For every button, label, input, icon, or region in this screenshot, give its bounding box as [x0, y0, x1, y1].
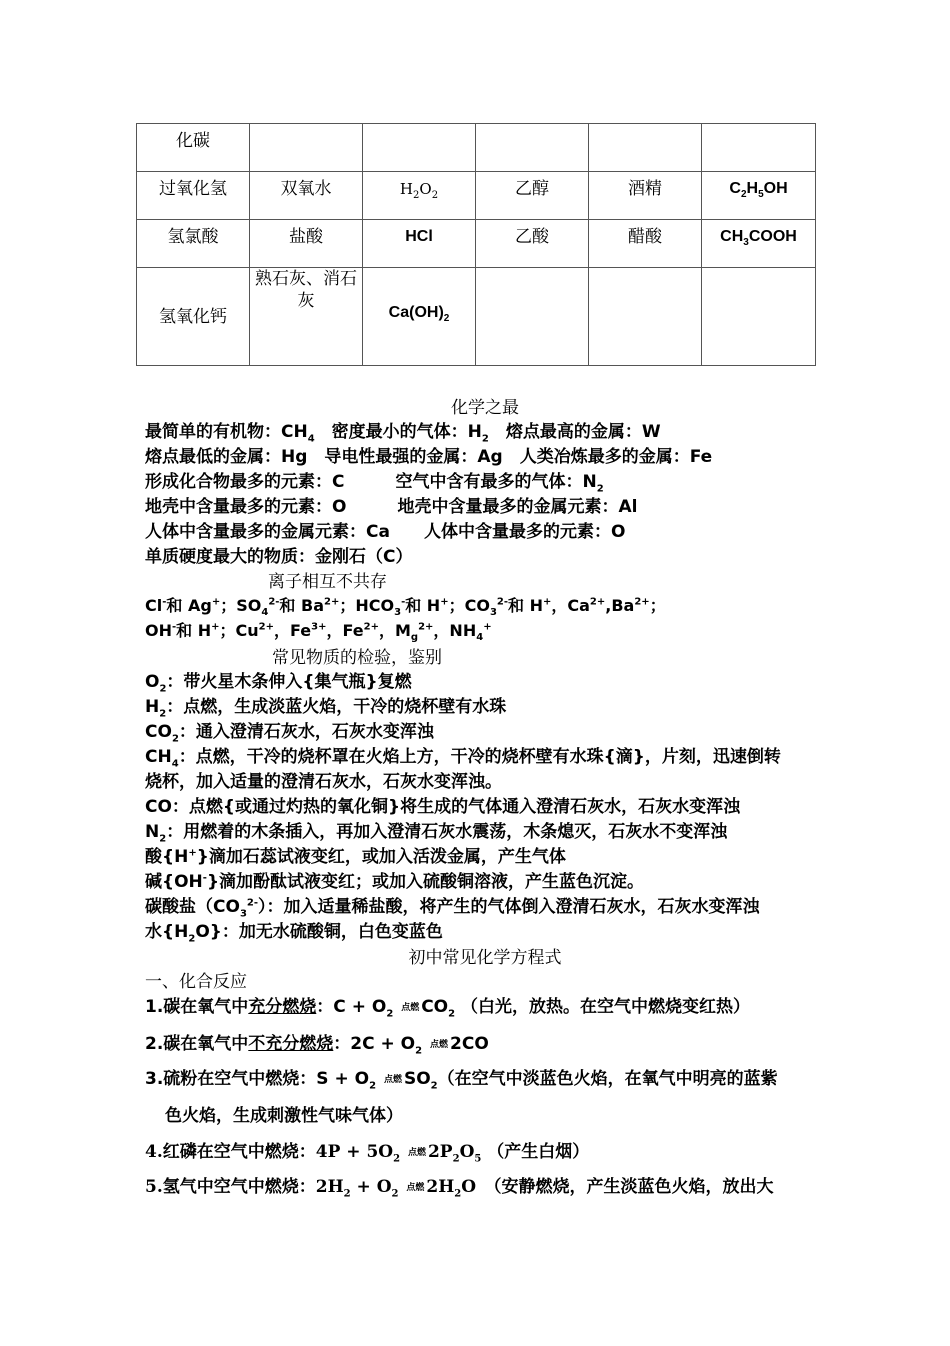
- equation-4: 4.红磷在空气中燃烧：$4P + 5O_2$ 点燃 $2P_2O_5$ （产生白烟）: [145, 1142, 590, 1165]
- text-line: 最简单的有机物：$CH_4$ 密度最小的气体：$H_2$ 熔点最高的金属：W: [145, 422, 661, 445]
- table-row: [137, 220, 816, 268]
- table-cell: 双氧水: [250, 172, 363, 220]
- equation-1: 1.碳在氧气中充分燃烧：$C + O_2$ 点燃 $CO_2$ （白光，放热。在空气中燃烧变红热）: [145, 997, 751, 1020]
- table-cell: $CH_3COOH$: [702, 220, 816, 268]
- text-line: 形成化合物最多的元素：C 空气中含有最多的气体：$N_2$: [145, 472, 604, 495]
- equation-3-cont: 色火焰，生成刺激性气味气体）: [165, 1106, 403, 1126]
- text-line: 烧杯，加入适量的澄清石灰水，石灰水变浑浊。: [145, 772, 502, 792]
- tests-title: 常见物质的检验，鉴别: [272, 648, 442, 668]
- text-line: $H_2$：点燃，生成淡蓝火焰，干冷的烧杯壁有水珠: [145, 697, 507, 720]
- text-line: 酸{H+}滴加石蕊试液变红，或加入活泼金属，产生气体: [145, 847, 566, 867]
- table-cell: [589, 124, 702, 172]
- text-line: 碳酸盐$(CO_3^{2-})$：加入适量稀盐酸，将产生的气体倒入澄清石灰水，石灰水变浑浊: [145, 897, 760, 920]
- table-cell: 盐酸: [250, 220, 363, 268]
- ions-title: 离子相互不共存: [268, 572, 387, 592]
- text-line: $N_2$：用燃着的木条插入，再加入澄清石灰水震荡，木条熄灭，石灰水不变浑浊: [145, 822, 728, 845]
- table-cell: 醋酸: [589, 220, 702, 268]
- table-cell: $H_2O_2$: [363, 172, 476, 220]
- table-cell: 氢氯酸: [137, 220, 250, 268]
- table-row: [137, 268, 816, 366]
- table-cell: [702, 268, 816, 366]
- table-cell: $Ca(OH)_2$: [363, 268, 476, 366]
- text-line: 人体中含量最多的金属元素：Ca 人体中含量最多的元素：O: [145, 522, 626, 542]
- table-cell: 乙酸: [476, 220, 589, 268]
- table-row: [137, 124, 816, 172]
- text-line: $CH_4$：点燃，干冷的烧杯罩在火焰上方，干冷的烧杯壁有水珠{滴}，片刻，迅速倒转: [145, 747, 781, 770]
- table-cell: 乙醇: [476, 172, 589, 220]
- text-line: $O_2$：带火星木条伸入{集气瓶}复燃: [145, 672, 412, 695]
- ion-pairs-line-1: Cl-和 Ag+；$SO_4^{2-}$和 $Ba^{2+}$；$HCO_3^-$和 H+；$CO_3^{2-}$和 H+，$Ca^{2+},Ba^{2+}$；: [145, 596, 666, 619]
- table-cell: [702, 124, 816, 172]
- superlatives-title: 化学之最: [451, 398, 519, 418]
- equations-title: 初中常见化学方程式: [408, 948, 562, 968]
- text-line: $CO_2$：通入澄清石灰水，石灰水变浑浊: [145, 722, 434, 745]
- text-line: 熔点最低的金属：Hg 导电性最强的金属：Ag 人类冶炼最多的金属：Fe: [145, 447, 713, 467]
- table-cell: [476, 268, 589, 366]
- table-cell: HCl: [363, 220, 476, 268]
- table-row: [137, 172, 816, 220]
- table-cell: [476, 124, 589, 172]
- text-line: CO：点燃{或通过灼热的氧化铜}将生成的气体通入澄清石灰水，石灰水变浑浊: [145, 797, 741, 817]
- section-heading: 一、化合反应: [145, 972, 247, 992]
- table-cell: [589, 268, 702, 366]
- table-cell: 过氧化氢: [137, 172, 250, 220]
- equation-2: 2.碳在氧气中不充分燃烧：$2C + O_2$ 点燃 2CO: [145, 1034, 489, 1057]
- text-line: 单质硬度最大的物质：金刚石（C）: [145, 547, 413, 567]
- table-cell: [250, 124, 363, 172]
- table-cell: 酒精: [589, 172, 702, 220]
- table-cell: [363, 124, 476, 172]
- table-cell: $C_2H_5OH$: [702, 172, 816, 220]
- table-cell: 熟石灰、消石灰: [250, 268, 363, 366]
- equation-3: 3.硫粉在空气中燃烧：$S + O_2$ 点燃 $SO_2$（在空气中淡蓝色火焰，在氧气中明亮的蓝紫: [145, 1069, 778, 1092]
- chemical-names-table: [136, 123, 816, 366]
- table-cell: 氢氧化钙: [137, 268, 250, 366]
- text-line: 水$\{H_2O\}$：加无水硫酸铜，白色变蓝色: [145, 922, 443, 945]
- equation-5: 5.氢气中空气中燃烧：$2H_2 + O_2$ 点燃 $2H_2O$ （安静燃烧，产生淡蓝色火焰，放出大: [145, 1177, 774, 1200]
- text-line: 碱{OH-}滴加酚酞试液变红；或加入硫酸铜溶液，产生蓝色沉淀。: [145, 872, 645, 892]
- text-line: 地壳中含量最多的元素：O 地壳中含量最多的金属元素：Al: [145, 497, 638, 517]
- table-cell: 化碳: [137, 124, 250, 172]
- ion-pairs-line-2: OH-和 H+；$Cu^{2+}$，$Fe^{3+}$，$Fe^{2+}$，$M_g^{2+}$，$NH_4^+$: [145, 621, 492, 644]
